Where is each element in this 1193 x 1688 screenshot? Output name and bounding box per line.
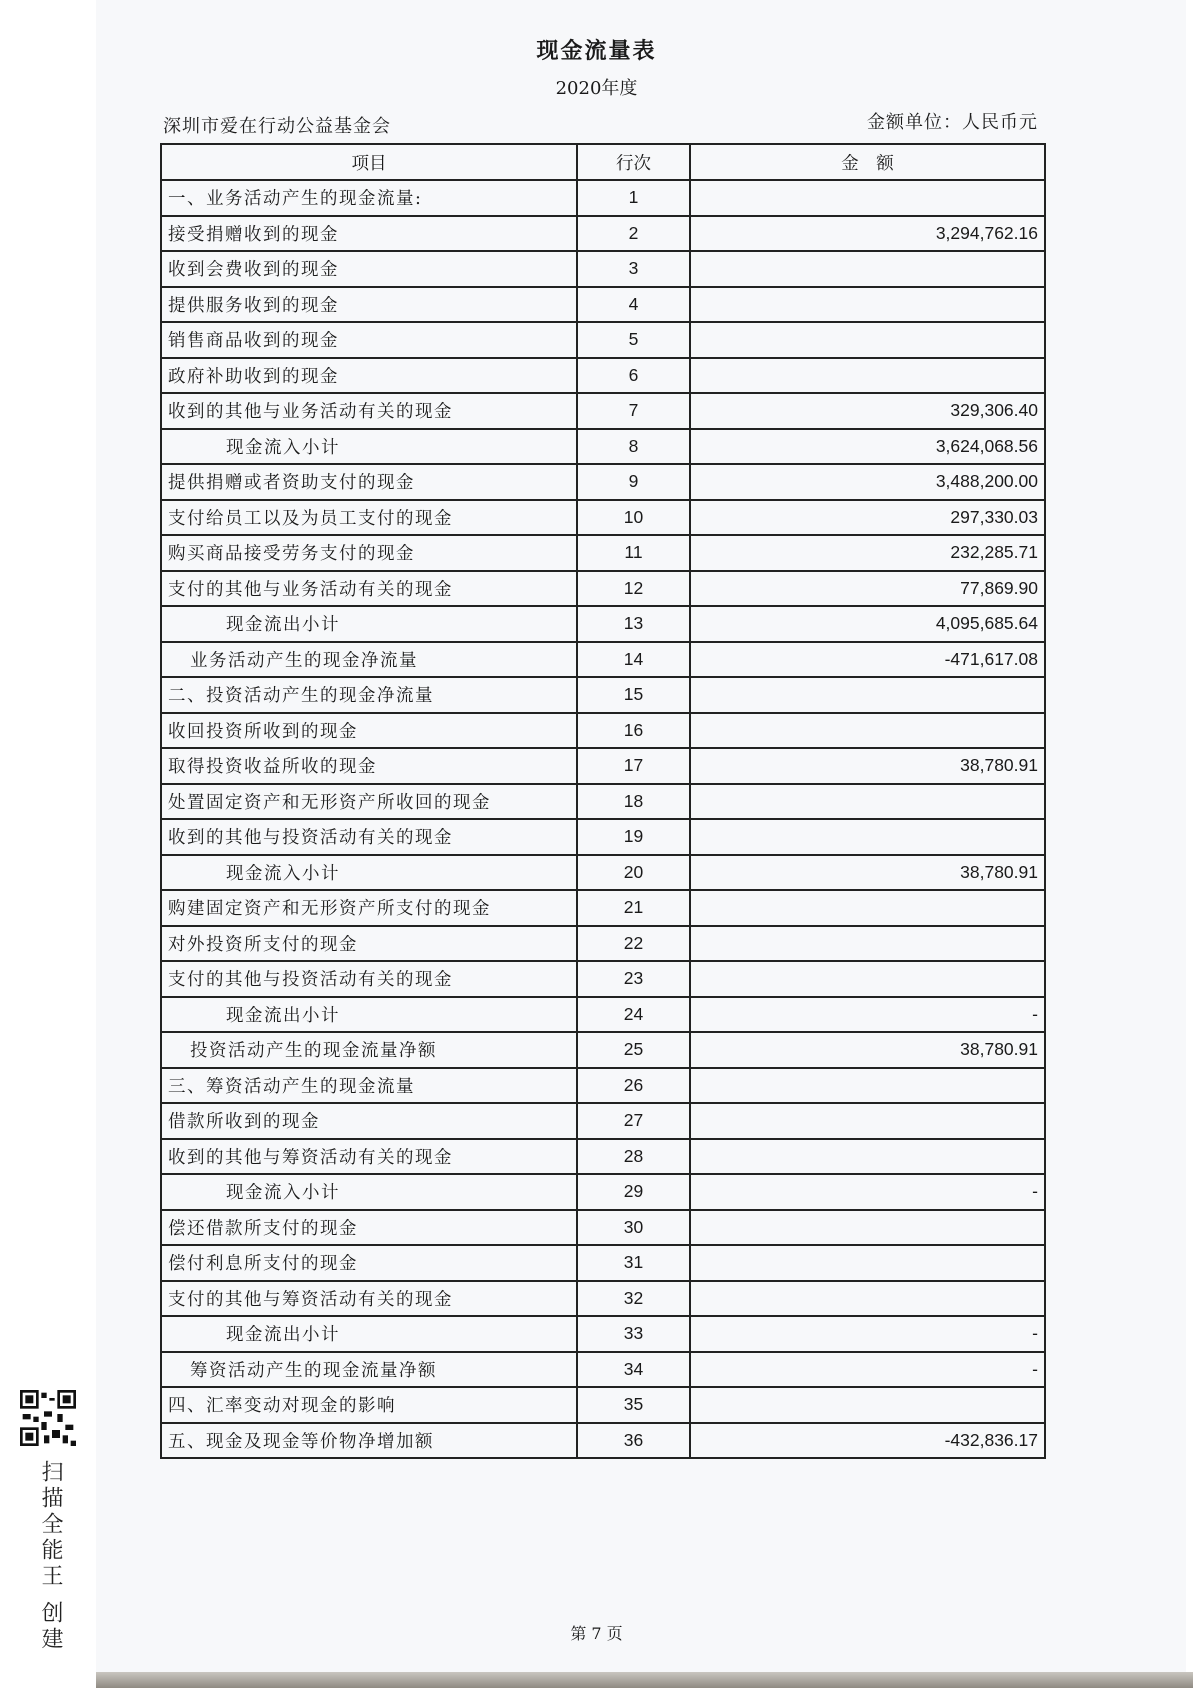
row-item-label: 现金流出小计: [161, 606, 577, 642]
row-amount: -: [690, 1352, 1045, 1388]
row-item-label: 收到会费收到的现金: [161, 251, 577, 287]
table-row: [161, 677, 1045, 713]
table-row: [161, 961, 1045, 997]
row-amount: -432,836.17: [690, 1423, 1045, 1459]
row-number: 12: [577, 571, 690, 607]
row-item-label: 五、现金及现金等价物净增加额: [161, 1423, 577, 1459]
row-item-label: 支付的其他与筹资活动有关的现金: [161, 1281, 577, 1317]
row-item-label: 政府补助收到的现金: [161, 358, 577, 394]
table-row: [161, 358, 1045, 394]
table-row: [161, 1352, 1045, 1388]
row-number: 24: [577, 997, 690, 1033]
table-row: [161, 1210, 1045, 1246]
row-amount: 4,095,685.64: [690, 606, 1045, 642]
table-row: [161, 393, 1045, 429]
row-number: 32: [577, 1281, 690, 1317]
page-number: 第 7 页: [570, 1624, 623, 1643]
row-amount: [690, 819, 1045, 855]
row-item-label: 收到的其他与筹资活动有关的现金: [161, 1139, 577, 1175]
table-row: [161, 713, 1045, 749]
organization-name: 深圳市爱在行动公益基金会: [163, 116, 391, 137]
row-amount: 77,869.90: [690, 571, 1045, 607]
row-item-label: 投资活动产生的现金流量净额: [161, 1032, 577, 1068]
table-row: [161, 571, 1045, 607]
row-item-label: 现金流出小计: [161, 1316, 577, 1352]
row-item-label: 收到的其他与业务活动有关的现金: [161, 393, 577, 429]
row-item-label: 取得投资收益所收的现金: [161, 748, 577, 784]
page-title: 现金流量表: [536, 38, 657, 64]
table-row: [161, 216, 1045, 252]
table-row: [161, 855, 1045, 891]
scan-bottom-edge: [96, 1672, 1193, 1688]
table-row: [161, 926, 1045, 962]
row-item-label: 收回投资所收到的现金: [161, 713, 577, 749]
row-amount: 38,780.91: [690, 1032, 1045, 1068]
row-item-label: 支付的其他与业务活动有关的现金: [161, 571, 577, 607]
table-row: [161, 287, 1045, 323]
row-amount: [690, 180, 1045, 216]
table-row: [161, 1387, 1045, 1423]
row-item-label: 业务活动产生的现金净流量: [161, 642, 577, 678]
table-row: [161, 1103, 1045, 1139]
table-row: [161, 251, 1045, 287]
row-number: 21: [577, 890, 690, 926]
row-amount: [690, 1245, 1045, 1281]
row-amount: [690, 1210, 1045, 1246]
row-amount: [690, 677, 1045, 713]
row-number: 23: [577, 961, 690, 997]
row-amount: [690, 1103, 1045, 1139]
row-number: 10: [577, 500, 690, 536]
row-amount: [690, 358, 1045, 394]
row-amount: [690, 1281, 1045, 1317]
row-amount: 329,306.40: [690, 393, 1045, 429]
row-item-label: 二、投资活动产生的现金净流量: [161, 677, 577, 713]
table-row: [161, 1139, 1045, 1175]
row-item-label: 处置固定资产和无形资产所收回的现金: [161, 784, 577, 820]
row-item-label: 购建固定资产和无形资产所支付的现金: [161, 890, 577, 926]
row-number: 1: [577, 180, 690, 216]
row-item-label: 偿付利息所支付的现金: [161, 1245, 577, 1281]
row-item-label: 一、业务活动产生的现金流量:: [161, 180, 577, 216]
row-number: 11: [577, 535, 690, 571]
row-amount: 232,285.71: [690, 535, 1045, 571]
row-amount: [690, 1139, 1045, 1175]
table-row: [161, 890, 1045, 926]
row-amount: [690, 251, 1045, 287]
table-row: [161, 464, 1045, 500]
row-amount: 3,294,762.16: [690, 216, 1045, 252]
row-item-label: 四、汇率变动对现金的影响: [161, 1387, 577, 1423]
row-amount: 38,780.91: [690, 748, 1045, 784]
cash-flow-table: [160, 143, 1046, 1459]
row-amount: [690, 713, 1045, 749]
row-item-label: 对外投资所支付的现金: [161, 926, 577, 962]
row-item-label: 现金流入小计: [161, 429, 577, 465]
row-item-label: 支付给员工以及为员工支付的现金: [161, 500, 577, 536]
row-item-label: 筹资活动产生的现金流量净额: [161, 1352, 577, 1388]
row-number: 7: [577, 393, 690, 429]
row-number: 33: [577, 1316, 690, 1352]
row-number: 2: [577, 216, 690, 252]
scanner-watermark: 扫描全能王 创建: [38, 1460, 63, 1653]
row-item-label: 偿还借款所支付的现金: [161, 1210, 577, 1246]
table-row: [161, 1423, 1045, 1459]
row-item-label: 现金流入小计: [161, 1174, 577, 1210]
currency-unit: 金额单位：人民币元: [867, 112, 1038, 133]
row-amount: [690, 1387, 1045, 1423]
table-row: [161, 819, 1045, 855]
row-item-label: 现金流出小计: [161, 997, 577, 1033]
row-amount: [690, 784, 1045, 820]
row-item-label: 支付的其他与投资活动有关的现金: [161, 961, 577, 997]
row-item-label: 收到的其他与投资活动有关的现金: [161, 819, 577, 855]
qr-code-icon: [20, 1390, 76, 1446]
table-row: [161, 1032, 1045, 1068]
table-row: [161, 1245, 1045, 1281]
row-number: 35: [577, 1387, 690, 1423]
row-number: 29: [577, 1174, 690, 1210]
table-row: [161, 429, 1045, 465]
row-item-label: 三、筹资活动产生的现金流量: [161, 1068, 577, 1104]
row-amount: [690, 1068, 1045, 1104]
report-year: 2020年度: [555, 78, 638, 99]
row-number: 16: [577, 713, 690, 749]
table-row: [161, 500, 1045, 536]
row-number: 30: [577, 1210, 690, 1246]
table-row: [161, 642, 1045, 678]
row-number: 19: [577, 819, 690, 855]
row-number: 14: [577, 642, 690, 678]
row-item-label: 现金流入小计: [161, 855, 577, 891]
row-number: 17: [577, 748, 690, 784]
row-number: 27: [577, 1103, 690, 1139]
table-row: [161, 1068, 1045, 1104]
row-number: 3: [577, 251, 690, 287]
row-number: 9: [577, 464, 690, 500]
table-row: [161, 606, 1045, 642]
table-row: [161, 180, 1045, 216]
row-number: 26: [577, 1068, 690, 1104]
table-row: [161, 1281, 1045, 1317]
row-number: 4: [577, 287, 690, 323]
row-amount: 297,330.03: [690, 500, 1045, 536]
column-header-item: 项目: [161, 144, 577, 180]
row-amount: [690, 961, 1045, 997]
row-amount: [690, 890, 1045, 926]
table-header-row: [161, 144, 1045, 180]
row-number: 36: [577, 1423, 690, 1459]
row-number: 20: [577, 855, 690, 891]
row-amount: -: [690, 1174, 1045, 1210]
row-amount: -471,617.08: [690, 642, 1045, 678]
row-amount: -: [690, 997, 1045, 1033]
row-amount: 3,488,200.00: [690, 464, 1045, 500]
row-number: 13: [577, 606, 690, 642]
table-row: [161, 1316, 1045, 1352]
row-item-label: 借款所收到的现金: [161, 1103, 577, 1139]
row-item-label: 提供捐赠或者资助支付的现金: [161, 464, 577, 500]
row-number: 25: [577, 1032, 690, 1068]
row-amount: [690, 926, 1045, 962]
row-amount: [690, 322, 1045, 358]
table-row: [161, 1174, 1045, 1210]
table-row: [161, 784, 1045, 820]
column-header-row-number: 行次: [577, 144, 690, 180]
row-number: 34: [577, 1352, 690, 1388]
row-number: 8: [577, 429, 690, 465]
row-item-label: 销售商品收到的现金: [161, 322, 577, 358]
table-row: [161, 997, 1045, 1033]
row-item-label: 接受捐赠收到的现金: [161, 216, 577, 252]
table-row: [161, 748, 1045, 784]
row-number: 5: [577, 322, 690, 358]
row-number: 15: [577, 677, 690, 713]
table-row: [161, 535, 1045, 571]
row-number: 18: [577, 784, 690, 820]
row-number: 22: [577, 926, 690, 962]
column-header-amount: 金 额: [690, 144, 1045, 180]
row-amount: 38,780.91: [690, 855, 1045, 891]
row-amount: -: [690, 1316, 1045, 1352]
row-item-label: 提供服务收到的现金: [161, 287, 577, 323]
row-amount: 3,624,068.56: [690, 429, 1045, 465]
table-row: [161, 322, 1045, 358]
row-item-label: 购买商品接受劳务支付的现金: [161, 535, 577, 571]
row-number: 31: [577, 1245, 690, 1281]
row-amount: [690, 287, 1045, 323]
row-number: 6: [577, 358, 690, 394]
row-number: 28: [577, 1139, 690, 1175]
